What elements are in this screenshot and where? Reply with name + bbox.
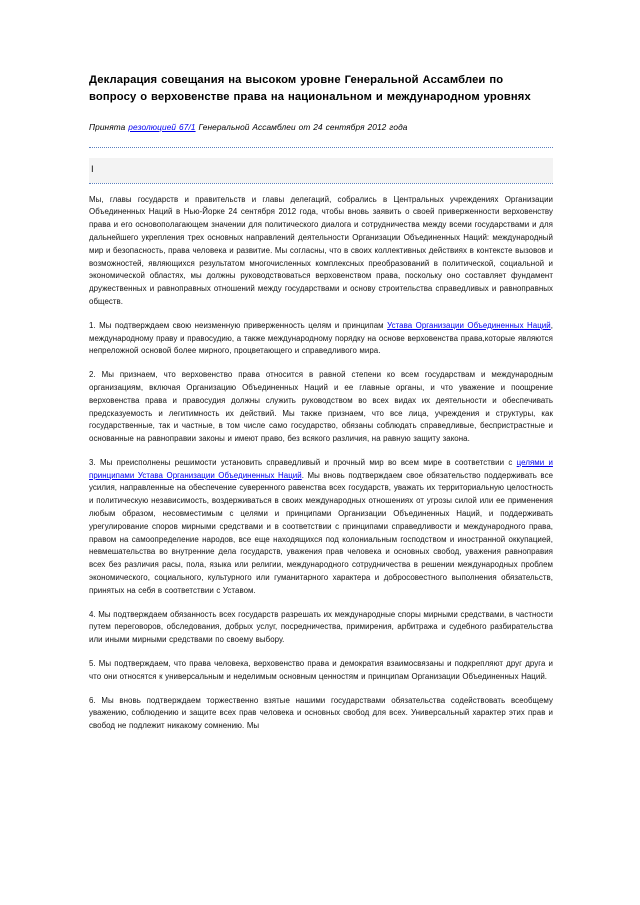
paragraph-2: 2. Мы признаем, что верховенство права относится в равной степени ко всем государствам и международным организациям, включая Организацию Объединенных Наций и ее главные органы, и что уважение и поощрение верховенства права и правосудия должны служить руководством во всех видах их деятельности и обеспечивать предсказуемость и легитимность их действий. Мы также признаем, что все лица, учреждения и структуры, как государственные, так и частные, в том числе само государство, обязаны соблюдать справедливые, беспристрастные и основанные на равноправии законы и имеют право, без всякого различия, на равную защиту закона. — [89, 370, 553, 444]
paragraph-5: 5. Мы подтверждаем, что права человека, верховенство права и демократия взаимосвязаны и подкрепляют друг друга и что они относятся к универсальным и неделимым основным ценностям и принципам Организации Объединенных Наций. — [89, 659, 553, 681]
paragraph-4: 4. Мы подтверждаем обязанность всех государств разрешать их международные споры мирными средствами, в частности путем переговоров, обследования, добрых услуг, посредничества, примирения, арбитража и судебного разбирательства или иными мирными средствами по своему выбору. — [89, 609, 553, 645]
document-body — [89, 184, 553, 733]
document-subtitle — [89, 121, 553, 133]
subtitle-suffix: Генеральной Ассамблеи от 24 сентября 2012 года — [195, 121, 408, 132]
paragraph-1 — [89, 320, 553, 358]
paragraph-3-pre: 3. Мы преисполнены решимости установить справедливый и прочный мир во всем мире в соответствии с — [89, 457, 517, 467]
un-charter-link[interactable]: Устава Организации Объединенных Наций — [387, 320, 551, 330]
resolution-link[interactable]: резолюцией 67/1 — [128, 121, 196, 132]
subtitle-prefix: Принята — [89, 121, 129, 132]
section-heading-roman-one: I — [89, 158, 553, 182]
paragraph-6: 6. Мы вновь подтверждаем торжественно взятые нашими государствами обязательства содействовать всеобщему уважению, соблюдению и защите всех прав человека и основных свобод для всех. Универсальный характер этих прав и свобод не подлежит никакому сомнению. Мы — [89, 695, 553, 731]
page-title: Декларация совещания на высоком уровне Генеральной Ассамблеи по вопросу о верховенстве права на национальном и международном уровнях — [89, 74, 531, 104]
document-content — [89, 72, 553, 733]
paragraph-3 — [89, 457, 553, 598]
charter-purposes-link[interactable]: целями и принципами Устава Организации Объединенных Наций — [89, 457, 553, 480]
divider-top — [89, 147, 553, 148]
paragraph-intro: Мы, главы государств и правительств и главы делегаций, собрались в Центральных учреждениях Организации Объединенных Наций в Нью-Йорке 24 сентября 2012 года, чтобы вновь заявить о своей приверженности верховенству права и его основополагающем значении для политического диалога и сотрудничества между всеми государствами и для дальнейшего укрепления трех основных направлений деятельности Организации Объединенных Наций: международный мир и безопасность, права человека и развитие. Мы согласны, что в своих коллективных действиях в контексте вызовов и возможностей, являющихся результатом многочисленных комплексных преобразований в политической, социальной и экономической областях, мы должны руководствоваться верховенством права, поскольку оно составляет фундамент дружественных и равноправных отношений между государствами и основу строительства справедливых и равноправных обществ. — [89, 194, 553, 306]
paragraph-1-pre: 1. Мы подтверждаем свою неизменную приверженность целям и принципам — [89, 320, 388, 330]
paragraph-1-post: , международному праву и правосудию, а также международному порядку на основе верховенства права,которые являются непреложной основой более мирного, процветающего и справедливого мира. — [89, 320, 553, 356]
paragraph-3-post: . Мы вновь подтверждаем свое обязательство поддерживать все усилия, направленные на обеспечение суверенного равенства всех государств, уважать их территориальную целостность и политическую независимость, воздерживаться в своих международных отношениях от угрозы силой или ее применения любым образом, несовместимым с целями и принципами Организации Объединенных Наций, и поддерживать урегулирование споров мирными средствами и в соответствии с принципами справедливости и международного права, правом на самоопределение народов, все еще находящихся под колониальным господством и иностранной оккупацией, невмешательства во внутренние дела государств, уважения прав человека и основных свобод, уважения равноправия всех без различия расы, пола, языка или религии, международного сотрудничества в решении международных проблем экономического, социального, культурного или гуманитарного характера и добросовестного выполнения обязательств, принятых на себя в соответствии с Уставом. — [89, 470, 553, 595]
